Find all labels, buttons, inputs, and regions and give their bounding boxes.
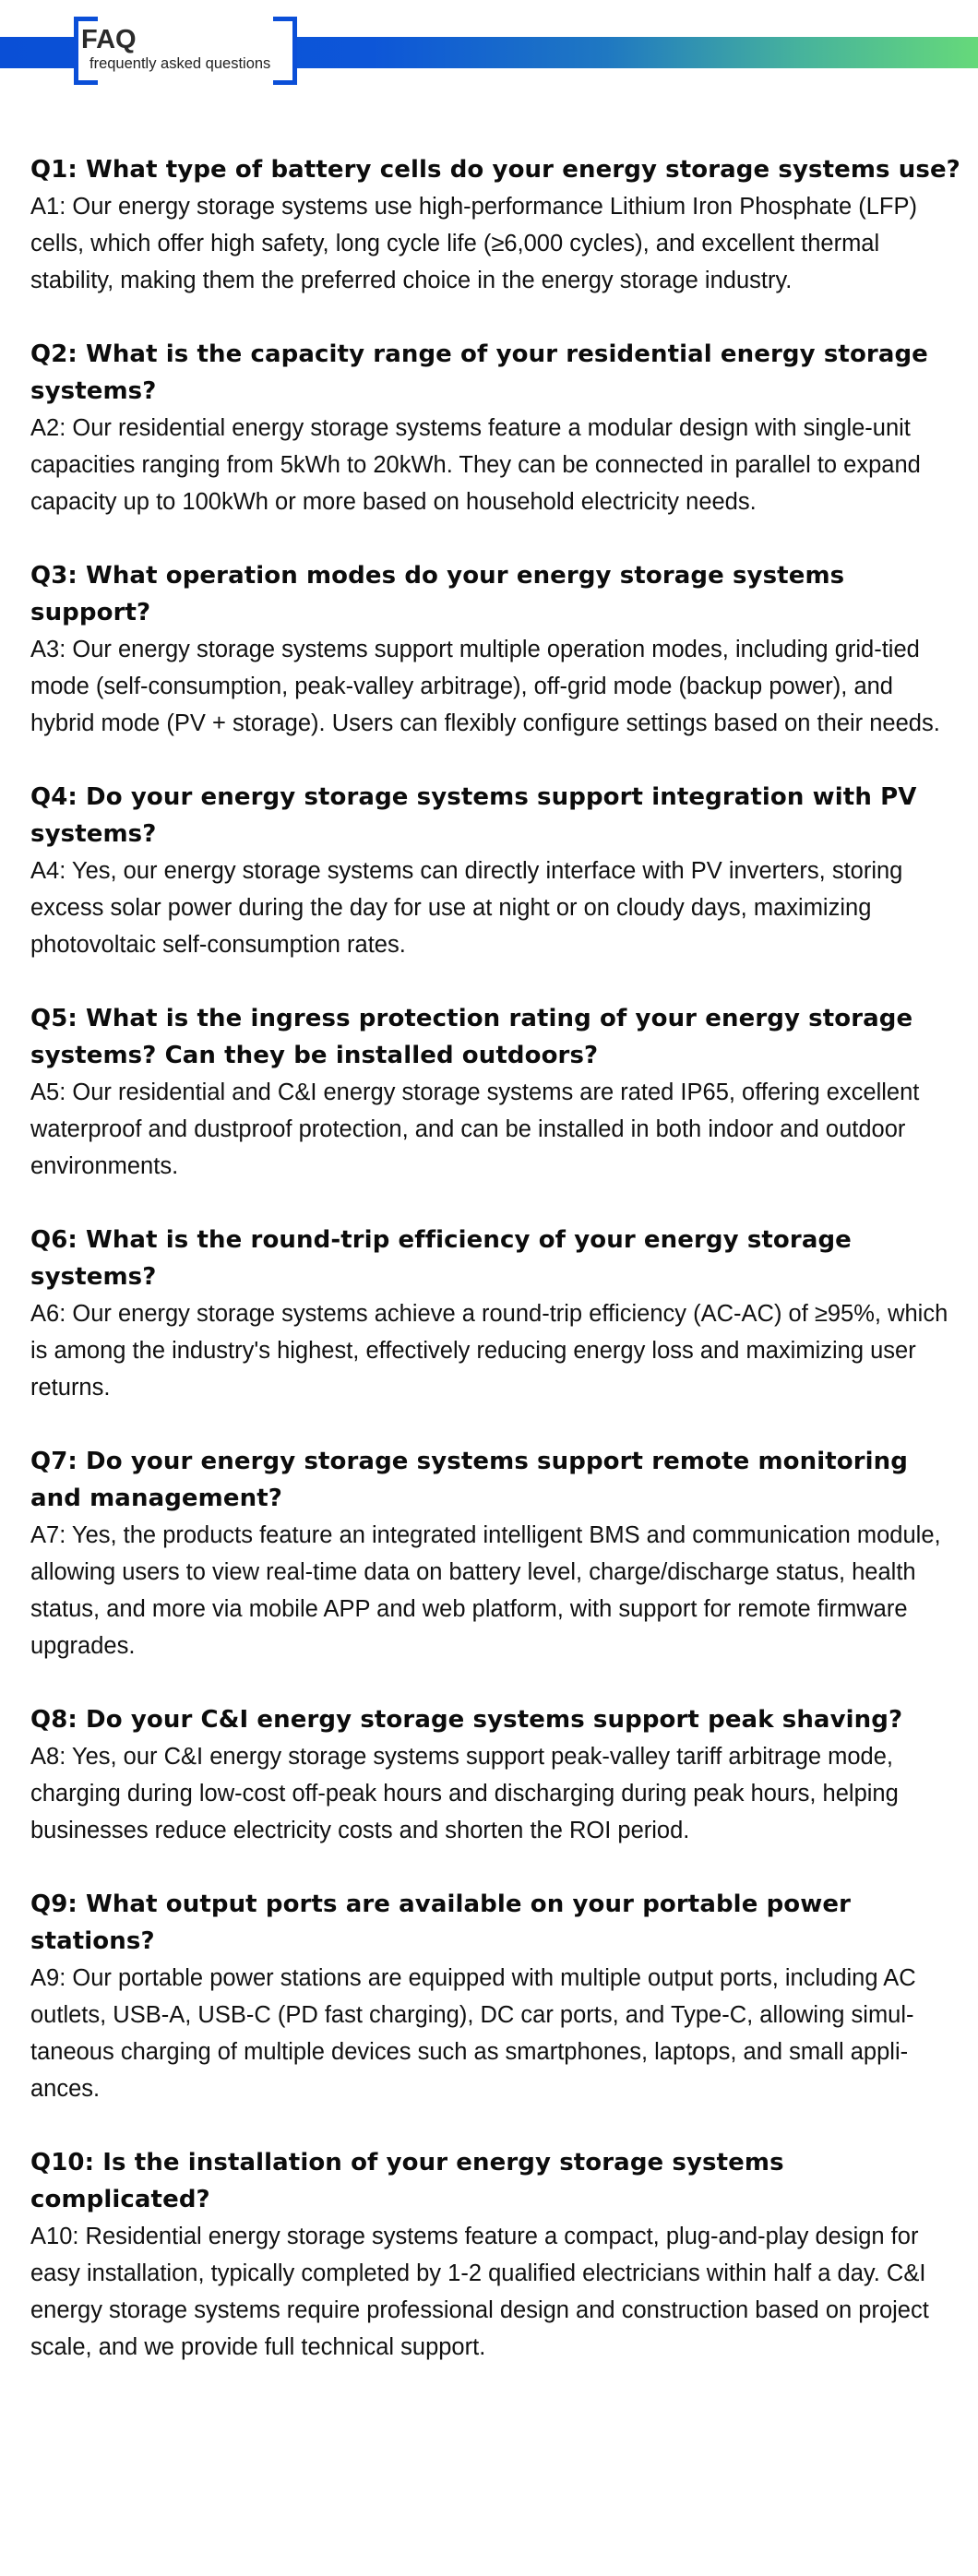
faq-item-5 xyxy=(30,1000,962,1185)
faq-header-banner xyxy=(0,0,978,92)
faq-question-2: Q2: What is the capacity range of your residential energy storage systems? xyxy=(30,340,928,405)
faq-question-3: Q3: What operation modes do your energy storage systems support? xyxy=(30,562,845,626)
faq-question-5: Q5: What is the ingress protection rating of your energy storage systems? Can they be installed outdoors? xyxy=(30,1005,913,1069)
faq-item-7 xyxy=(30,1443,962,1664)
faq-item-4 xyxy=(30,779,962,963)
faq-answer-10: A10: Residential energy storage systems feature a compact, plug-and-play design for easy installation, typically completed by 1-2 qualified electricians within half a day. C&I energy storage systems require professional design and construction based on project scale, and we provide full technical support. xyxy=(30,2224,929,2360)
faq-question-10: Q10: Is the installation of your energy storage systems complicated? xyxy=(30,2149,784,2213)
faq-question-8: Q8: Do your C&I energy storage systems support peak shaving? xyxy=(30,1706,903,1734)
faq-answer-2: A2: Our residential energy storage systems feature a modular design with single-unit capacities ranging from 5kWh to 20kWh. They can be connected in parallel to expand capacity up to 100kWh or more based on household electricity needs. xyxy=(30,415,921,515)
faq-question-1: Q1: What type of battery cells do your energy storage systems use? xyxy=(30,156,960,184)
faq-answer-7: A7: Yes, the products feature an integrated intelligent BMS and communication module, allowing users to view real-time data on battery level, charge/discharge status, health status, and more via mobile APP and web platform, with support for remote firmware upgrades. xyxy=(30,1522,941,1659)
faq-answer-3: A3: Our energy storage systems support multiple operation modes, including grid-tied mode (self-consumption, peak-valley arbitrage), off-grid mode (backup power), and hybrid mode (PV + storage). Users can flexibly configure settings based on their needs. xyxy=(30,637,940,736)
faq-list xyxy=(30,151,962,2403)
faq-item-8 xyxy=(30,1701,962,1849)
faq-answer-6: A6: Our energy storage systems achieve a round-trip efficiency (AC-AC) of ≥95%, which is among the industry's highest, effectively reducing energy loss and maximizing user returns. xyxy=(30,1301,948,1401)
faq-question-4: Q4: Do your energy storage systems support integration with PV systems? xyxy=(30,783,917,848)
faq-answer-1: A1: Our energy storage systems use high-performance Lithium Iron Phosphate (LFP) cells, which offer high safety, long cycle life (≥6,000 cycles), and excellent thermal stability, making them the preferred choice in the energy storage industry. xyxy=(30,194,917,293)
faq-item-3 xyxy=(30,557,962,742)
right-bracket-decoration xyxy=(273,17,297,85)
faq-subtitle: frequently asked questions xyxy=(89,55,271,72)
faq-answer-9: A9: Our portable power stations are equipped with multiple output ports, including AC outlets, USB-A, USB-C (PD fast charging), DC car ports, and Type-C, allowing simultaneous charging of multiple devices such as smartphones, laptops, and small appliances. xyxy=(30,1965,916,2102)
faq-answer-8: A8: Yes, our C&I energy storage systems support peak-valley tariff arbitrage mode, charging during low-cost off-peak hours and discharging during peak hours, helping businesses reduce electricity costs and shorten the ROI period. xyxy=(30,1744,899,1843)
faq-item-10 xyxy=(30,2144,962,2366)
faq-question-9: Q9: What output ports are available on your portable power stations? xyxy=(30,1890,852,1955)
faq-item-9 xyxy=(30,1886,962,2107)
faq-answer-4: A4: Yes, our energy storage systems can directly interface with PV inverters, storing excess solar power during the day for use at night or on cloudy days, maximizing photovoltaic self-consumption rates. xyxy=(30,858,903,958)
faq-item-2 xyxy=(30,336,962,520)
faq-question-6: Q6: What is the round-trip efficiency of your energy storage systems? xyxy=(30,1226,852,1291)
faq-answer-5: A5: Our residential and C&I energy storage systems are rated IP65, offering excellent waterproof and dustproof protection, and can be installed in both indoor and outdoor environments. xyxy=(30,1079,920,1179)
faq-question-7: Q7: Do your energy storage systems support remote monitoring and management? xyxy=(30,1448,908,1512)
faq-title: FAQ xyxy=(81,25,137,54)
faq-item-1 xyxy=(30,151,962,299)
faq-item-6 xyxy=(30,1222,962,1406)
